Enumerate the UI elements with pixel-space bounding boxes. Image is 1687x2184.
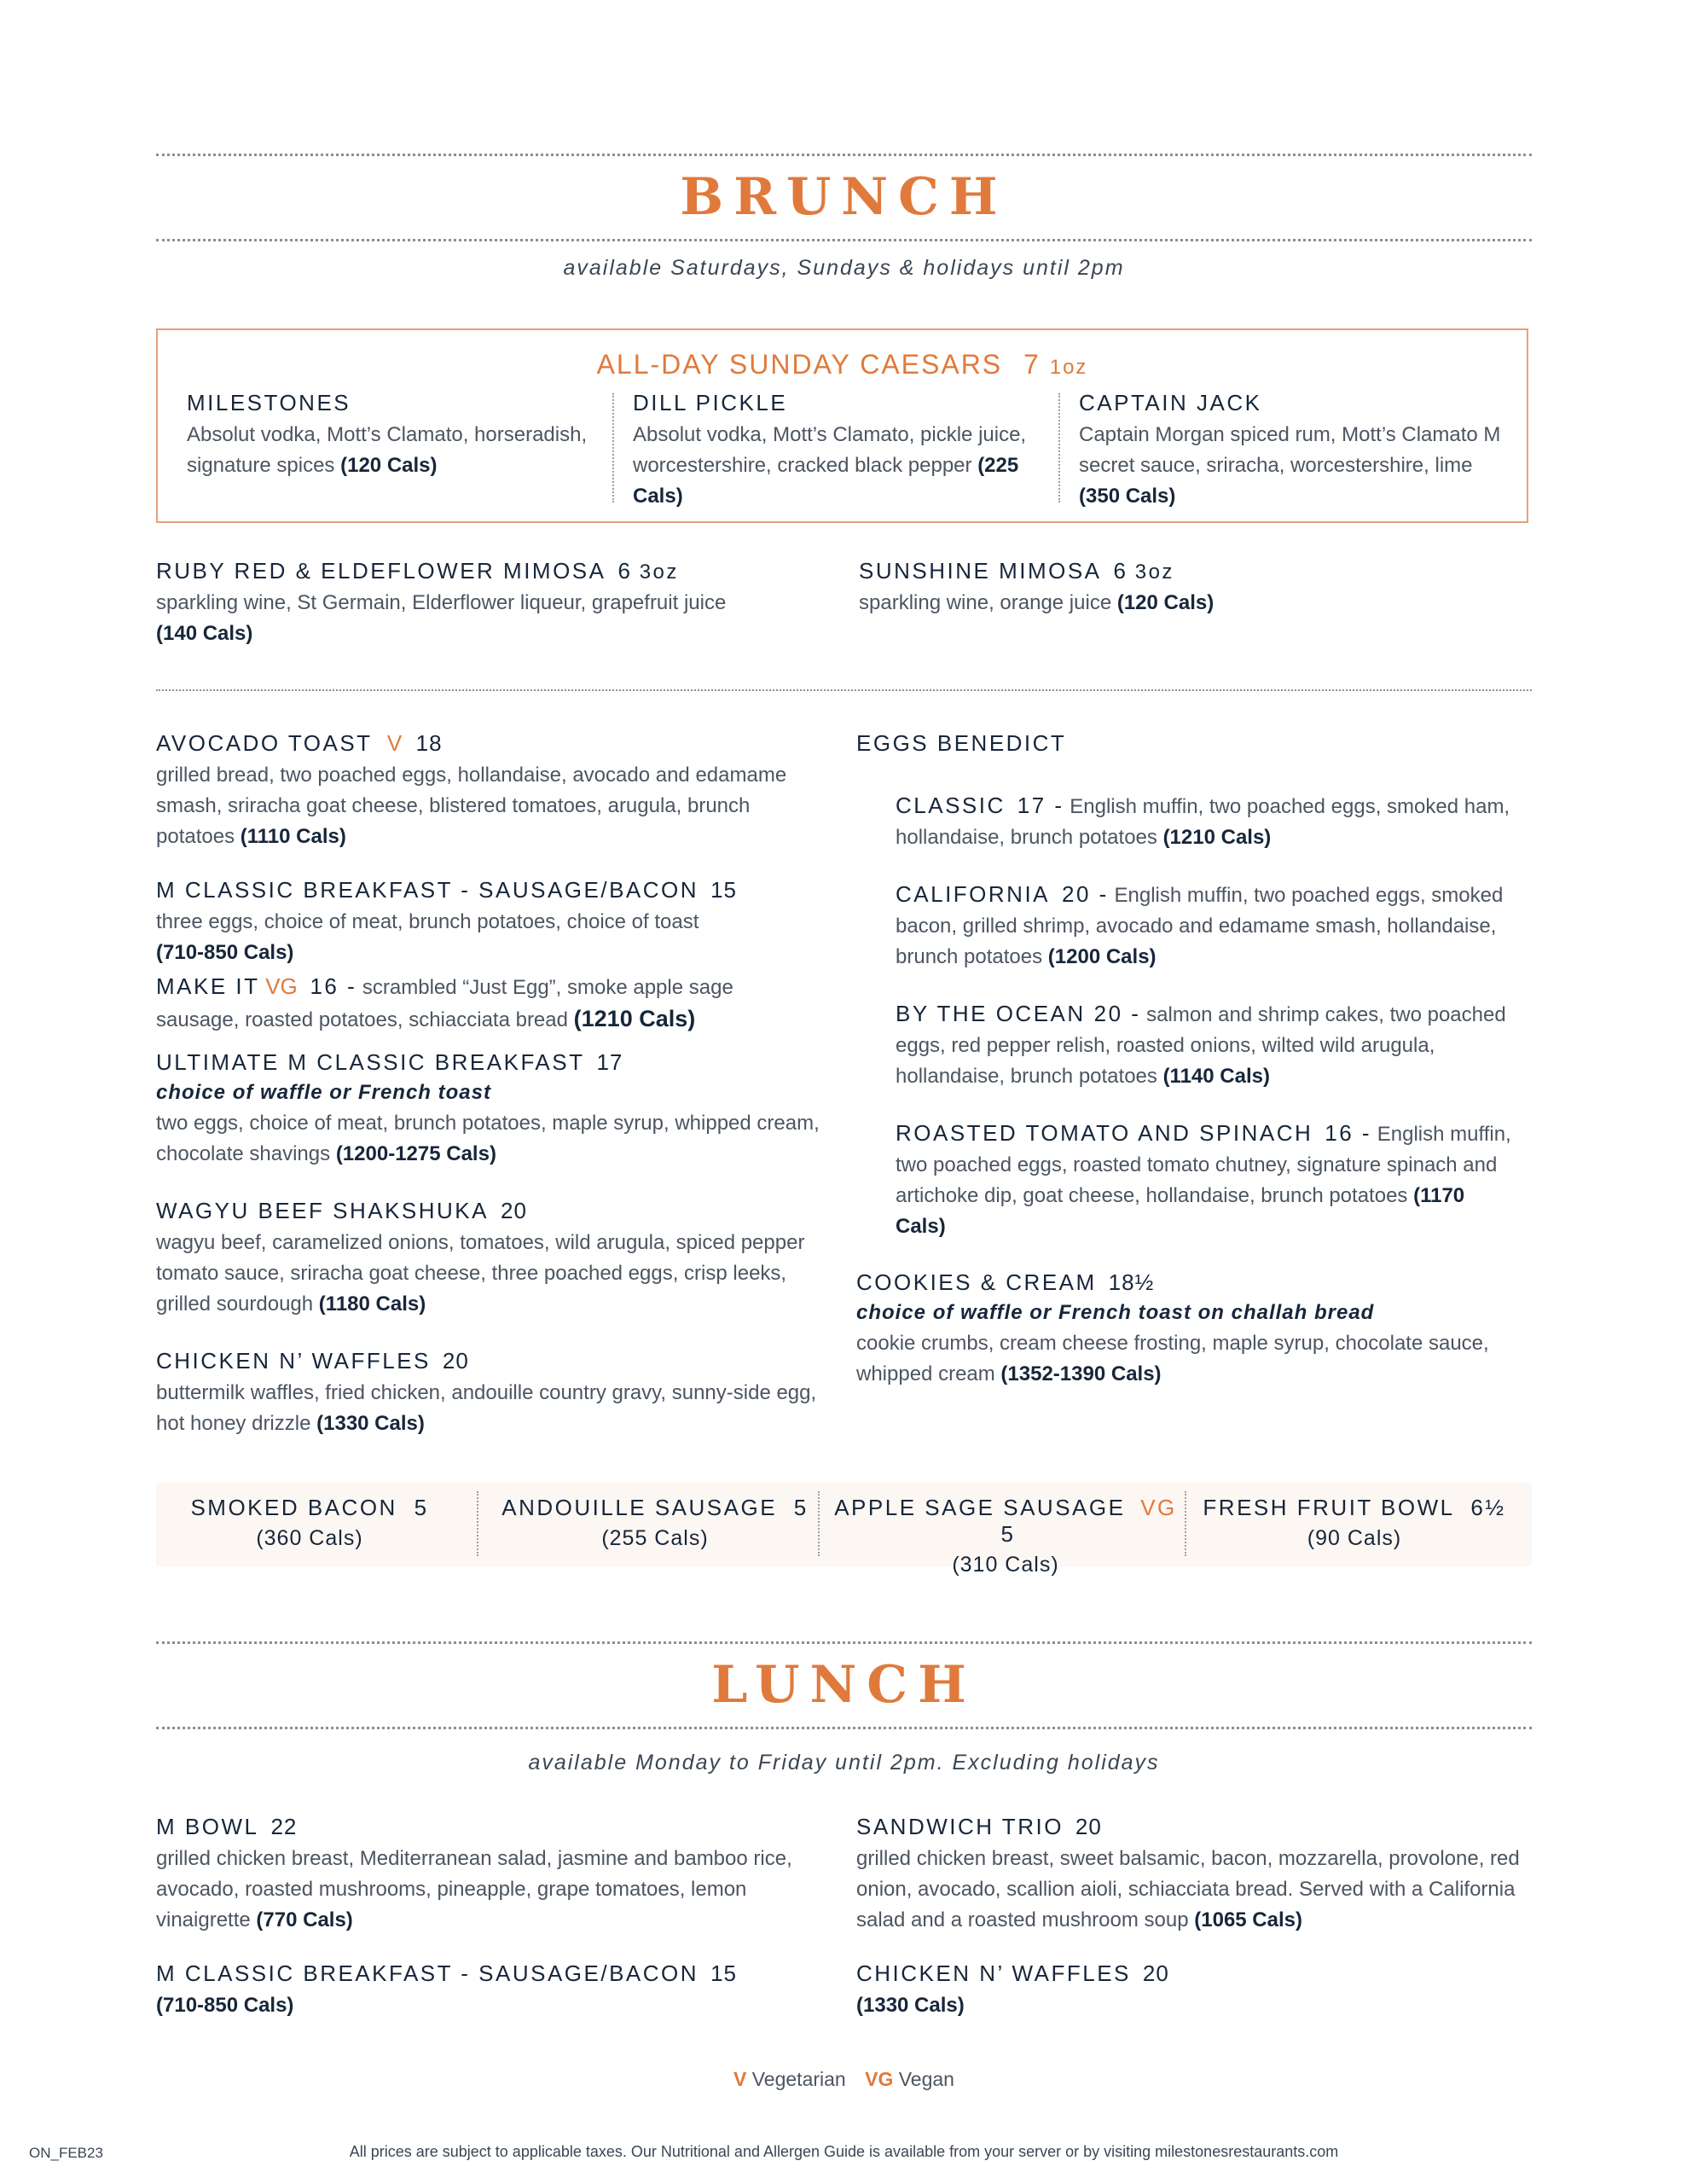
item-chicken-waffles	[156, 1348, 821, 1439]
divider-dotted	[156, 1727, 1532, 1729]
item-cals: (1110 Cals)	[240, 825, 346, 848]
lunch-chicken-waffles	[856, 1960, 1522, 2021]
caesar-name: MILESTONES	[187, 390, 351, 415]
item-cals: (1200 Cals)	[1047, 945, 1157, 968]
item-name: CHICKEN N’ WAFFLES	[156, 1348, 431, 1374]
item-price: 17 -	[1017, 793, 1064, 818]
vegan-tag: VG	[1140, 1495, 1177, 1520]
item-name: M CLASSIC BREAKFAST - SAUSAGE/BACON	[156, 1960, 699, 1986]
item-wagyu-shakshuka	[156, 1198, 821, 1320]
side-apple-sage-sausage	[826, 1495, 1185, 1577]
item-cals: (1210 Cals)	[1162, 826, 1272, 849]
item-name: SUNSHINE MIMOSA	[859, 558, 1102, 584]
item-cals: (710-850 Cals)	[156, 1994, 294, 2017]
legend-label: Vegan	[898, 2068, 954, 2090]
item-price: 15	[710, 877, 737, 903]
item-price: 16 -	[310, 973, 357, 999]
caesar-desc: Absolut vodka, Mott’s Clamato, pickle juice, worcestershire, cracked black pepper	[633, 423, 1027, 477]
item-name: M BOWL	[156, 1814, 259, 1839]
lunch-m-bowl	[156, 1814, 821, 1936]
item-price: 6	[1113, 558, 1127, 584]
item-desc: English muffin, two poached eggs, roasted tomato chutney, signature spinach and artichoke dip, goat cheese, hollandaise, brunch potatoes	[896, 1123, 1511, 1207]
vegetarian-tag: V	[386, 730, 404, 756]
divider-dotted	[156, 1641, 1532, 1644]
item-name: WAGYU BEEF SHAKSHUKA	[156, 1198, 489, 1223]
item-make-it-vegan	[156, 971, 821, 1036]
item-price: 6	[617, 558, 631, 584]
lunch-subtitle: available Monday to Friday until 2pm. Excluding holidays	[528, 1751, 1160, 1774]
column-separator	[1185, 1491, 1186, 1556]
item-name: ULTIMATE M CLASSIC BREAKFAST	[156, 1049, 585, 1075]
item-price: 20 -	[1062, 881, 1109, 907]
item-desc: salmon and shrimp cakes, two poached eggs, red pepper relish, roasted onions, wilted wild arugula, hollandaise, brunch potatoes	[896, 1003, 1506, 1088]
item-desc: grilled chicken breast, sweet balsamic, bacon, mozzarella, provolone, red onion, avocado, scallion aioli, schiacciata bread. Served with a California salad and a roasted mushroom soup	[856, 1847, 1520, 1931]
divider-dotted	[156, 239, 1532, 241]
side-name: APPLE SAGE SAUSAGE	[834, 1495, 1126, 1520]
item-ultimate-breakfast	[156, 1049, 821, 1170]
document-code: ON_FEB23	[29, 2145, 103, 2161]
vegan-tag: VG	[265, 973, 298, 999]
side-cals: (90 Cals)	[1307, 1526, 1402, 1550]
item-desc: grilled bread, two poached eggs, hollandaise, avocado and edamame smash, sriracha goat cheese, blistered tomatoes, arugula, brunch potatoes	[156, 764, 787, 848]
item-price: 18½	[1108, 1269, 1155, 1295]
item-name: CLASSIC	[896, 793, 1006, 818]
item-name: BY THE OCEAN	[896, 1001, 1086, 1026]
side-cals: (310 Cals)	[952, 1553, 1059, 1577]
item-price: 20	[1142, 1960, 1169, 1986]
item-desc: sparkling wine, St Germain, Elderflower liqueur, grapefruit juice	[156, 591, 727, 614]
item-cals: (1065 Cals)	[1194, 1908, 1302, 1931]
caesar-cals: (225 Cals)	[633, 454, 1019, 508]
item-cals: (770 Cals)	[256, 1908, 353, 1931]
item-desc: three eggs, choice of meat, brunch potatoes, choice of toast	[156, 910, 699, 933]
item-cookies-cream	[856, 1269, 1522, 1390]
item-cals: (1140 Cals)	[1162, 1065, 1270, 1088]
item-cals: (1330 Cals)	[856, 1994, 965, 2017]
benedict-by-the-ocean	[896, 998, 1518, 1092]
caesars-box	[156, 328, 1528, 523]
side-price: 5	[793, 1495, 809, 1520]
benedict-roasted-tomato-spinach	[896, 1118, 1518, 1242]
item-desc: buttermilk waffles, fried chicken, andouille country gravy, sunny-side egg, hot honey drizzle	[156, 1381, 817, 1435]
item-desc: sparkling wine, orange juice	[859, 591, 1112, 614]
item-name: M CLASSIC BREAKFAST - SAUSAGE/BACON	[156, 877, 699, 903]
column-separator	[477, 1491, 478, 1556]
caesar-desc: Absolut vodka, Mott’s Clamato, horseradish, signature spices	[187, 423, 588, 477]
item-desc: English muffin, two poached eggs, smoked ham, hollandaise, brunch potatoes	[896, 795, 1510, 849]
lunch-m-classic-breakfast	[156, 1960, 821, 2021]
caesar-name: CAPTAIN JACK	[1079, 390, 1262, 415]
legend-label: Vegetarian	[751, 2068, 846, 2090]
caesar-cals: (350 Cals)	[1079, 485, 1176, 508]
mimosa-sunshine	[859, 558, 1507, 619]
sides-band	[156, 1483, 1532, 1577]
caesars-title	[158, 349, 1527, 380]
eggs-benedict-heading	[856, 730, 1066, 760]
side-name: SMOKED BACON	[190, 1495, 397, 1520]
item-name: SANDWICH TRIO	[856, 1814, 1064, 1839]
divider-dotted	[156, 689, 1532, 691]
caesar-dill-pickle	[633, 390, 1051, 512]
side-cals: (360 Cals)	[256, 1526, 363, 1550]
item-name: CHICKEN N’ WAFFLES	[856, 1960, 1131, 1986]
item-desc: wagyu beef, caramelized onions, tomatoes, wild arugula, spiced pepper tomato sauce, sriracha goat cheese, three poached eggs, crisp leeks, grilled sourdough	[156, 1231, 805, 1316]
divider-dotted	[156, 154, 1532, 156]
item-cals: (1330 Cals)	[316, 1412, 425, 1435]
vegan-tag: VG	[865, 2068, 894, 2090]
side-name: FRESH FRUIT BOWL	[1203, 1495, 1454, 1520]
item-price: 20	[442, 1348, 469, 1374]
caesar-desc: Captain Morgan spiced rum, Mott’s Clamato M secret sauce, sriracha, worcestershire, lime	[1079, 423, 1501, 477]
caesar-cals: (120 Cals)	[340, 454, 438, 477]
item-name: COOKIES & CREAM	[856, 1269, 1097, 1295]
column-separator	[1058, 393, 1060, 502]
side-price: 5	[1000, 1521, 1016, 1547]
benedict-classic	[896, 790, 1518, 853]
item-cals: (1210 Cals)	[573, 1006, 696, 1031]
item-cals: (120 Cals)	[1116, 591, 1215, 614]
item-choice: choice of waffle or French toast	[156, 1081, 491, 1104]
item-price: 20 -	[1093, 1001, 1141, 1026]
item-price: 20	[501, 1198, 527, 1223]
column-separator	[612, 393, 614, 502]
item-m-classic-breakfast	[156, 877, 821, 968]
side-price: 5	[414, 1495, 429, 1520]
item-desc: two eggs, choice of meat, brunch potatoes, maple syrup, whipped cream, chocolate shavings	[156, 1112, 820, 1165]
item-desc: cookie crumbs, cream cheese frosting, maple syrup, chocolate sauce, whipped cream	[856, 1332, 1489, 1385]
disclaimer: All prices are subject to applicable taxes. Our Nutritional and Allergen Guide is available from your server or by visiting milestonesrestaurants.com	[349, 2143, 1339, 2160]
item-price: 20	[1075, 1814, 1102, 1839]
item-size: 3oz	[639, 561, 679, 584]
item-name: ROASTED TOMATO AND SPINACH	[896, 1120, 1313, 1146]
section-heading: EGGS BENEDICT	[856, 730, 1067, 756]
side-fresh-fruit-bowl	[1188, 1495, 1521, 1551]
item-cals: (140 Cals)	[156, 622, 253, 645]
caesar-captain-jack	[1079, 390, 1505, 512]
item-desc: English muffin, two poached eggs, smoked bacon, grilled shrimp, avocado and edamame smash, hollandaise, brunch potatoes	[896, 884, 1504, 968]
item-price: 15	[710, 1960, 737, 1986]
item-name: MAKE IT	[156, 973, 260, 999]
item-desc: grilled chicken breast, Mediterranean salad, jasmine and bamboo rice, avocado, roasted mushrooms, pineapple, grape tomatoes, lemon vinaigrette	[156, 1847, 792, 1931]
item-choice: choice of waffle or French toast on challah bread	[856, 1301, 1375, 1324]
side-cals: (255 Cals)	[601, 1526, 709, 1550]
item-cals: (710-850 Cals)	[156, 941, 294, 964]
item-cals: (1170 Cals)	[896, 1184, 1465, 1238]
item-price: 17	[596, 1049, 623, 1075]
item-size: 3oz	[1134, 561, 1174, 584]
item-price: 16 -	[1325, 1120, 1372, 1146]
column-separator	[818, 1491, 820, 1556]
side-price: 6½	[1470, 1495, 1506, 1520]
mimosa-ruby-red	[156, 558, 804, 649]
caesar-milestones	[187, 390, 605, 481]
caesars-size: 1oz	[1049, 356, 1088, 379]
item-cals: (1352-1390 Cals)	[1000, 1362, 1162, 1385]
caesars-price: 7	[1023, 349, 1041, 380]
lunch-sandwich-trio	[856, 1814, 1530, 1936]
benedict-california	[896, 879, 1518, 973]
item-name: AVOCADO TOAST	[156, 730, 373, 756]
item-price: 18	[415, 730, 443, 756]
diet-legend	[156, 2068, 1532, 2091]
side-name: ANDOUILLE SAUSAGE	[501, 1495, 778, 1520]
item-cals: (1200-1275 Cals)	[335, 1142, 496, 1165]
vegetarian-tag: V	[733, 2068, 747, 2090]
caesars-title-text: ALL-DAY SUNDAY CAESARS	[596, 349, 1003, 380]
item-cals: (1180 Cals)	[318, 1292, 426, 1316]
side-andouille-sausage	[484, 1495, 826, 1551]
item-price: 22	[270, 1814, 298, 1839]
item-desc: scrambled “Just Egg”, smoke apple sage sausage, roasted potatoes, schiacciata bread	[156, 976, 733, 1031]
brunch-subtitle: available Saturdays, Sundays & holidays until 2pm	[563, 256, 1125, 280]
item-avocado-toast	[156, 730, 821, 852]
item-name: CALIFORNIA	[896, 881, 1051, 907]
lunch-title: LUNCH	[711, 1655, 977, 1715]
side-smoked-bacon	[156, 1495, 463, 1551]
caesar-name: DILL PICKLE	[633, 390, 788, 415]
brunch-title: BRUNCH	[680, 167, 1008, 227]
item-name: RUBY RED & ELDEFLOWER MIMOSA	[156, 558, 606, 584]
